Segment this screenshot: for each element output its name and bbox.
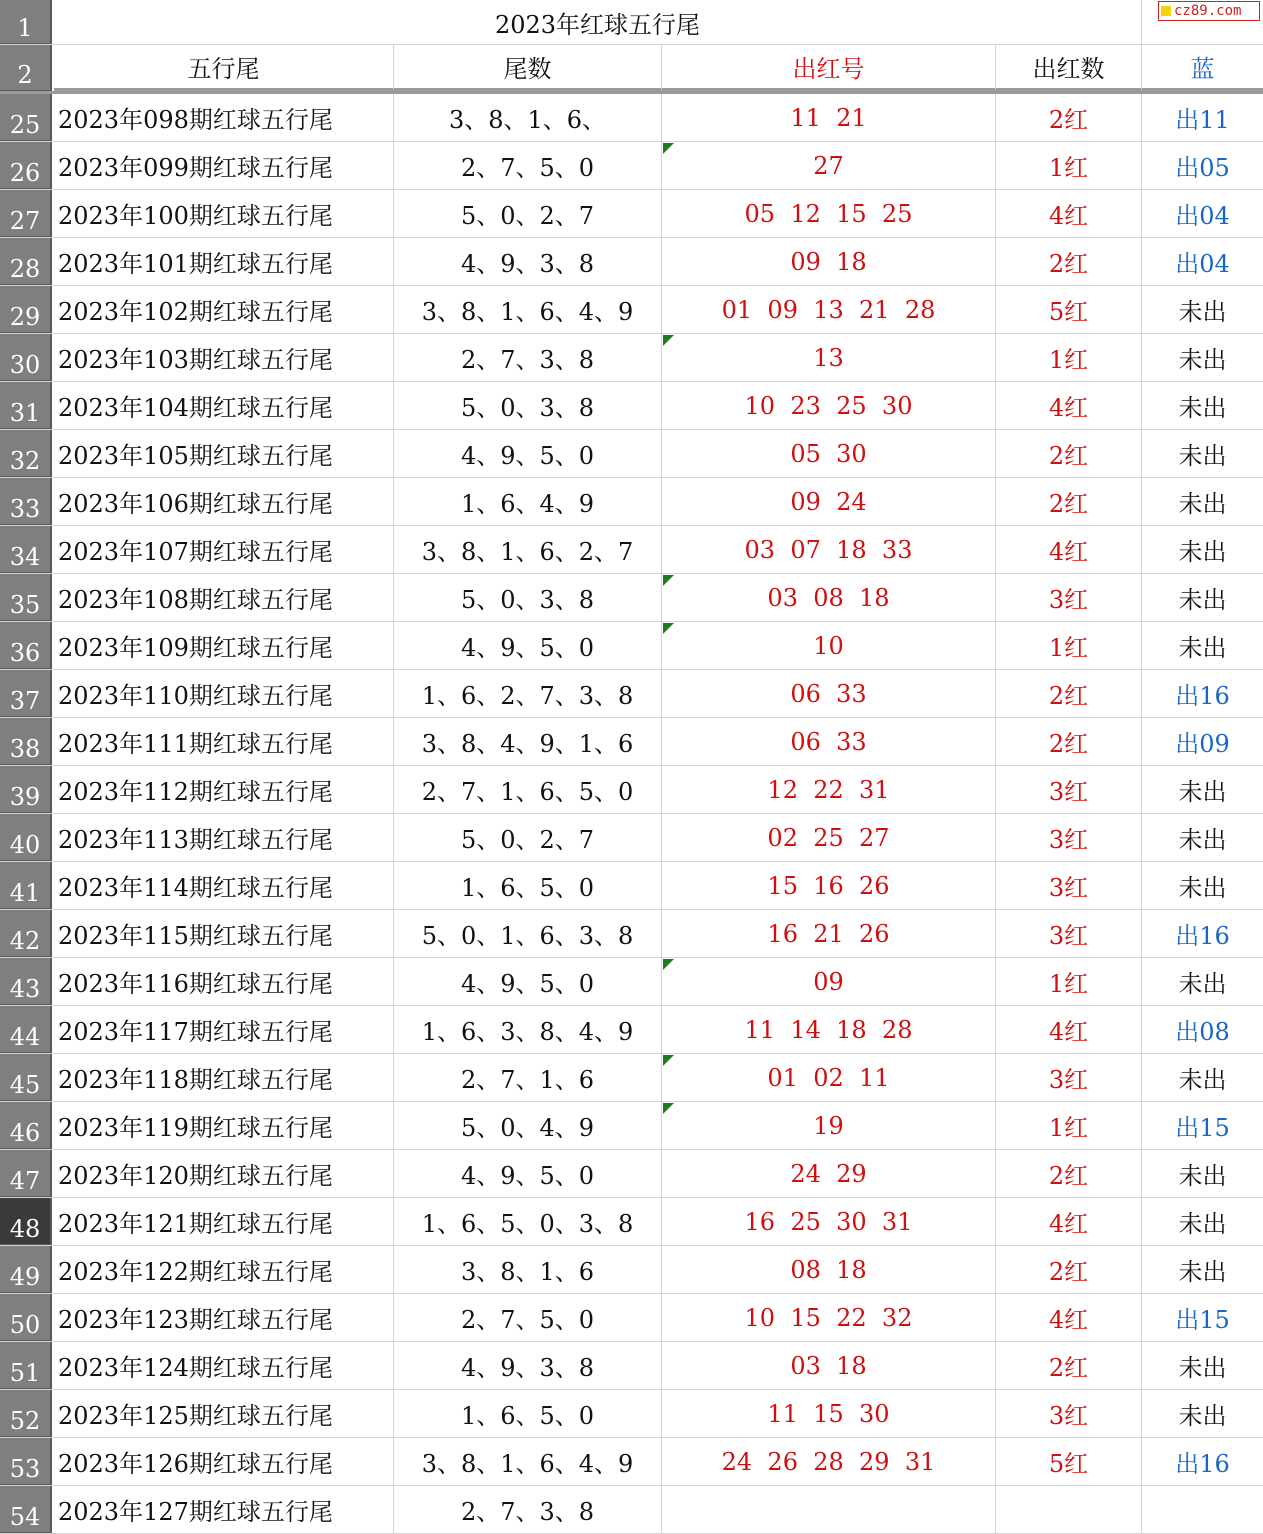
period-label-cell[interactable]: 2023年122期红球五行尾 — [54, 1246, 394, 1293]
period-label-cell[interactable]: 2023年118期红球五行尾 — [54, 1054, 394, 1101]
red-count-cell[interactable]: 2红 — [996, 94, 1142, 141]
row-header[interactable]: 47 — [0, 1150, 52, 1197]
column-header-tail[interactable]: 尾数 — [394, 45, 662, 91]
red-numbers-cell[interactable]: 09 24 — [662, 478, 996, 525]
tail-digits-cell[interactable]: 3、8、1、6、2、7 — [394, 526, 662, 573]
period-label-cell[interactable]: 2023年108期红球五行尾 — [54, 574, 394, 621]
table-row — [0, 1198, 1263, 1246]
period-label-cell[interactable]: 2023年100期红球五行尾 — [54, 190, 394, 237]
blue-result-cell[interactable]: 出16 — [1175, 1450, 1230, 1478]
red-numbers-cell[interactable]: 10 23 25 30 — [662, 382, 996, 429]
blue-result-cell[interactable]: 未出 — [1178, 346, 1227, 374]
table-row — [0, 1438, 1263, 1486]
row-header[interactable]: 25 — [0, 94, 52, 141]
period-label-cell[interactable]: 2023年111期红球五行尾 — [54, 718, 394, 765]
period-label-cell[interactable]: 2023年112期红球五行尾 — [54, 766, 394, 813]
red-numbers-cell[interactable]: 08 18 — [662, 1246, 996, 1293]
row-header[interactable]: 34 — [0, 526, 52, 573]
blue-result-cell[interactable]: 未出 — [1178, 778, 1227, 806]
row-header[interactable]: 54 — [0, 1486, 52, 1533]
watermark-text: cz89.com — [1174, 3, 1242, 19]
red-numbers-cell[interactable]: 02 25 27 — [662, 814, 996, 861]
tail-digits-cell[interactable]: 1、6、3、8、4、9 — [394, 1006, 662, 1053]
red-numbers-cell[interactable]: 16 25 30 31 — [662, 1198, 996, 1245]
table-row — [0, 622, 1263, 670]
tail-digits-cell[interactable]: 1、6、4、9 — [394, 478, 662, 525]
row-header[interactable]: 28 — [0, 238, 52, 285]
blue-result-cell[interactable]: 未出 — [1178, 394, 1227, 422]
tail-digits-cell[interactable]: 1、6、5、0 — [394, 862, 662, 909]
red-count-cell[interactable]: 2红 — [996, 1246, 1142, 1293]
period-label-cell[interactable]: 2023年110期红球五行尾 — [54, 670, 394, 717]
table-row — [0, 286, 1263, 334]
red-count-cell[interactable]: 2红 — [996, 718, 1142, 765]
cell-flag-icon — [663, 623, 674, 634]
red-count-cell[interactable]: 2红 — [996, 430, 1142, 477]
red-numbers-cell[interactable]: 09 — [662, 958, 996, 1005]
period-label-cell[interactable]: 2023年127期红球五行尾 — [54, 1486, 394, 1533]
tail-digits-cell[interactable]: 5、0、3、8 — [394, 382, 662, 429]
red-count-cell[interactable]: 4红 — [996, 1006, 1142, 1053]
blue-result-cell[interactable]: 出04 — [1175, 250, 1230, 278]
tail-digits-cell[interactable]: 4、9、3、8 — [394, 1342, 662, 1389]
table-row — [0, 1102, 1263, 1150]
tail-digits-cell[interactable]: 3、8、1、6 — [394, 1246, 662, 1293]
blue-result-cell[interactable]: 未出 — [1178, 1162, 1227, 1190]
blue-result-cell[interactable]: 出11 — [1175, 106, 1230, 134]
row-header[interactable]: 52 — [0, 1390, 52, 1437]
table-row — [0, 910, 1263, 958]
red-count-cell[interactable]: 4红 — [996, 1294, 1142, 1341]
red-numbers-cell[interactable]: 12 22 31 — [662, 766, 996, 813]
red-count-cell[interactable]: 3红 — [996, 862, 1142, 909]
row-header[interactable]: 49 — [0, 1246, 52, 1293]
period-label-cell[interactable]: 2023年102期红球五行尾 — [54, 286, 394, 333]
cell-flag-icon — [663, 335, 674, 346]
row-header[interactable]: 30 — [0, 334, 52, 381]
row-header[interactable]: 29 — [0, 286, 52, 333]
period-label-cell[interactable]: 2023年116期红球五行尾 — [54, 958, 394, 1005]
row-header[interactable]: 53 — [0, 1438, 52, 1485]
table-row — [0, 670, 1263, 718]
red-count-cell[interactable]: 1红 — [996, 1102, 1142, 1149]
table-row — [0, 1150, 1263, 1198]
blue-result-cell[interactable]: 未出 — [1178, 826, 1227, 854]
watermark-logo — [1158, 1, 1260, 21]
blue-result-cell[interactable]: 未出 — [1178, 874, 1227, 902]
row-header[interactable]: 27 — [0, 190, 52, 237]
table-row — [0, 142, 1263, 190]
period-label-cell[interactable]: 2023年121期红球五行尾 — [54, 1198, 394, 1245]
column-header-red-count[interactable]: 出红数 — [996, 45, 1142, 91]
row-header[interactable]: 50 — [0, 1294, 52, 1341]
period-label-cell[interactable]: 2023年126期红球五行尾 — [54, 1438, 394, 1485]
red-count-cell[interactable]: 5红 — [996, 286, 1142, 333]
red-numbers-cell[interactable]: 01 02 11 — [662, 1054, 996, 1101]
period-label-cell[interactable]: 2023年114期红球五行尾 — [54, 862, 394, 909]
cell-flag-icon — [663, 1055, 674, 1066]
tail-digits-cell[interactable]: 2、7、1、6、5、0 — [394, 766, 662, 813]
column-header-blue[interactable]: 蓝 — [1142, 45, 1263, 91]
period-label-cell[interactable]: 2023年113期红球五行尾 — [54, 814, 394, 861]
period-label-cell[interactable]: 2023年101期红球五行尾 — [54, 238, 394, 285]
red-count-cell[interactable] — [996, 1486, 1142, 1533]
red-numbers-cell[interactable]: 24 29 — [662, 1150, 996, 1197]
table-row — [0, 1390, 1263, 1438]
table-row — [0, 334, 1263, 382]
red-numbers-cell[interactable]: 16 21 26 — [662, 910, 996, 957]
red-count-cell[interactable]: 2红 — [996, 238, 1142, 285]
tail-digits-cell[interactable]: 5、0、3、8 — [394, 574, 662, 621]
table-row — [0, 862, 1263, 910]
tail-digits-cell[interactable]: 5、0、1、6、3、8 — [394, 910, 662, 957]
period-label-cell[interactable]: 2023年124期红球五行尾 — [54, 1342, 394, 1389]
red-numbers-cell[interactable]: 15 16 26 — [662, 862, 996, 909]
period-label-cell[interactable]: 2023年105期红球五行尾 — [54, 430, 394, 477]
red-numbers-cell[interactable]: 10 15 22 32 — [662, 1294, 996, 1341]
blue-result-cell[interactable]: 未出 — [1178, 538, 1227, 566]
red-numbers-cell[interactable]: 01 09 13 21 28 — [662, 286, 996, 333]
red-count-cell[interactable]: 2红 — [996, 478, 1142, 525]
row-header[interactable]: 33 — [0, 478, 52, 525]
row-header[interactable]: 51 — [0, 1342, 52, 1389]
blue-result-cell[interactable]: 出04 — [1175, 202, 1230, 230]
red-count-cell[interactable]: 2红 — [996, 1150, 1142, 1197]
tail-digits-cell[interactable]: 2、7、5、0 — [394, 142, 662, 189]
row-header[interactable]: 43 — [0, 958, 52, 1005]
row-header[interactable]: 26 — [0, 142, 52, 189]
period-label-cell[interactable]: 2023年109期红球五行尾 — [54, 622, 394, 669]
tail-digits-cell[interactable]: 3、8、1、6、4、9 — [394, 286, 662, 333]
red-count-cell[interactable]: 3红 — [996, 814, 1142, 861]
red-numbers-cell[interactable]: 19 — [662, 1102, 996, 1149]
red-numbers-cell[interactable]: 11 15 30 — [662, 1390, 996, 1437]
red-numbers-cell[interactable]: 05 12 15 25 — [662, 190, 996, 237]
table-row — [0, 478, 1263, 526]
red-numbers-cell[interactable]: 10 — [662, 622, 996, 669]
period-label-cell[interactable]: 2023年115期红球五行尾 — [54, 910, 394, 957]
blue-result-cell[interactable]: 未出 — [1178, 634, 1227, 662]
red-count-cell[interactable]: 3红 — [996, 910, 1142, 957]
row-header[interactable]: 31 — [0, 382, 52, 429]
red-numbers-cell[interactable]: 11 14 18 28 — [662, 1006, 996, 1053]
tail-digits-cell[interactable]: 3、8、4、9、1、6 — [394, 718, 662, 765]
tail-digits-cell[interactable]: 4、9、5、0 — [394, 622, 662, 669]
red-count-cell[interactable]: 4红 — [996, 526, 1142, 573]
red-count-cell[interactable]: 1红 — [996, 622, 1142, 669]
tail-digits-cell[interactable]: 4、9、5、0 — [394, 958, 662, 1005]
tail-digits-cell[interactable]: 5、0、2、7 — [394, 814, 662, 861]
table-row — [0, 574, 1263, 622]
period-label-cell[interactable]: 2023年107期红球五行尾 — [54, 526, 394, 573]
blue-result-cell[interactable]: 出16 — [1175, 682, 1230, 710]
tail-digits-cell[interactable]: 5、0、2、7 — [394, 190, 662, 237]
red-numbers-cell[interactable]: 06 33 — [662, 670, 996, 717]
cell-flag-icon — [663, 575, 674, 586]
table-row — [0, 1006, 1263, 1054]
blue-result-cell[interactable]: 出08 — [1175, 1018, 1230, 1046]
blue-result-cell[interactable]: 出15 — [1175, 1114, 1230, 1142]
period-label-cell[interactable]: 2023年099期红球五行尾 — [54, 142, 394, 189]
row-header[interactable]: 1 — [0, 0, 52, 44]
blue-result-cell[interactable]: 未出 — [1178, 1402, 1227, 1430]
row-header[interactable]: 45 — [0, 1054, 52, 1101]
row-header[interactable]: 36 — [0, 622, 52, 669]
period-label-cell[interactable]: 2023年120期红球五行尾 — [54, 1150, 394, 1197]
table-row — [0, 238, 1263, 286]
red-count-cell[interactable]: 3红 — [996, 1054, 1142, 1101]
red-numbers-cell[interactable]: 27 — [662, 142, 996, 189]
table-row — [0, 1342, 1263, 1390]
red-numbers-cell[interactable] — [662, 1486, 996, 1533]
period-label-cell[interactable]: 2023年117期红球五行尾 — [54, 1006, 394, 1053]
cell-flag-icon — [663, 1103, 674, 1114]
red-count-cell[interactable]: 3红 — [996, 766, 1142, 813]
tail-digits-cell[interactable]: 4、9、5、0 — [394, 430, 662, 477]
red-count-cell[interactable]: 4红 — [996, 1198, 1142, 1245]
red-numbers-cell[interactable]: 06 33 — [662, 718, 996, 765]
blue-result-cell[interactable]: 未出 — [1178, 1354, 1227, 1382]
row-header[interactable]: 46 — [0, 1102, 52, 1149]
row-header[interactable]: 2 — [0, 45, 52, 91]
red-numbers-cell[interactable]: 13 — [662, 334, 996, 381]
tail-digits-cell[interactable]: 2、7、3、8 — [394, 334, 662, 381]
red-numbers-cell[interactable]: 09 18 — [662, 238, 996, 285]
tail-digits-cell[interactable]: 3、8、1、6、 — [394, 94, 662, 141]
blue-result-cell[interactable] — [1142, 1486, 1263, 1533]
table-row — [0, 814, 1263, 862]
table-row — [0, 718, 1263, 766]
period-label-cell[interactable]: 2023年125期红球五行尾 — [54, 1390, 394, 1437]
red-count-cell[interactable]: 3红 — [996, 1390, 1142, 1437]
blue-result-cell[interactable]: 未出 — [1178, 970, 1227, 998]
red-numbers-cell[interactable]: 11 21 — [662, 94, 996, 141]
table-row — [0, 766, 1263, 814]
table-row — [0, 430, 1263, 478]
row-header[interactable]: 42 — [0, 910, 52, 957]
tail-digits-cell[interactable]: 1、6、2、7、3、8 — [394, 670, 662, 717]
table-row — [0, 1486, 1263, 1534]
red-count-cell[interactable]: 1红 — [996, 142, 1142, 189]
blue-result-cell[interactable]: 未出 — [1178, 1066, 1227, 1094]
table-row — [0, 190, 1263, 238]
row-header[interactable]: 32 — [0, 430, 52, 477]
period-label-cell[interactable]: 2023年104期红球五行尾 — [54, 382, 394, 429]
tail-digits-cell[interactable]: 3、8、1、6、4、9 — [394, 1438, 662, 1485]
table-row — [0, 1054, 1263, 1102]
blue-result-cell[interactable]: 未出 — [1178, 1210, 1227, 1238]
table-row — [0, 382, 1263, 430]
tail-digits-cell[interactable]: 5、0、4、9 — [394, 1102, 662, 1149]
cell-flag-icon — [663, 143, 674, 154]
red-numbers-cell[interactable]: 24 26 28 29 31 — [662, 1438, 996, 1485]
red-count-cell[interactable]: 1红 — [996, 334, 1142, 381]
tail-digits-cell[interactable]: 2、7、1、6 — [394, 1054, 662, 1101]
period-label-cell[interactable]: 2023年123期红球五行尾 — [54, 1294, 394, 1341]
red-count-cell[interactable]: 3红 — [996, 574, 1142, 621]
watermark-dot-icon — [1161, 6, 1171, 16]
column-header-red-numbers[interactable]: 出红号 — [662, 45, 996, 91]
blue-result-cell[interactable]: 出15 — [1175, 1306, 1230, 1334]
table-row — [0, 958, 1263, 1006]
red-count-cell[interactable]: 5红 — [996, 1438, 1142, 1485]
table-row — [0, 1246, 1263, 1294]
red-numbers-cell[interactable]: 03 08 18 — [662, 574, 996, 621]
blue-result-cell[interactable]: 未出 — [1178, 586, 1227, 614]
table-row — [0, 94, 1263, 142]
red-numbers-cell[interactable]: 05 30 — [662, 430, 996, 477]
table-row — [0, 1294, 1263, 1342]
cell-flag-icon — [663, 959, 674, 970]
red-count-cell[interactable]: 4红 — [996, 190, 1142, 237]
blue-result-cell[interactable]: 未出 — [1178, 1258, 1227, 1286]
row-header[interactable]: 37 — [0, 670, 52, 717]
blue-result-cell[interactable]: 未出 — [1178, 490, 1227, 518]
sheet-title[interactable]: 2023年红球五行尾 — [54, 0, 1142, 44]
red-count-cell[interactable]: 2红 — [996, 1342, 1142, 1389]
blue-result-cell[interactable]: 出16 — [1175, 922, 1230, 950]
row-header[interactable]: 38 — [0, 718, 52, 765]
row-header[interactable]: 40 — [0, 814, 52, 861]
blue-result-cell[interactable]: 出05 — [1175, 154, 1230, 182]
column-header-label[interactable]: 五行尾 — [54, 45, 394, 91]
tail-digits-cell[interactable]: 2、7、3、8 — [394, 1486, 662, 1533]
tail-digits-cell[interactable]: 1、6、5、0、3、8 — [394, 1198, 662, 1245]
blue-result-cell[interactable]: 未出 — [1178, 298, 1227, 326]
red-numbers-cell[interactable]: 03 07 18 33 — [662, 526, 996, 573]
tail-digits-cell[interactable]: 1、6、5、0 — [394, 1390, 662, 1437]
blue-result-cell[interactable]: 出09 — [1175, 730, 1230, 758]
row-header[interactable]: 35 — [0, 574, 52, 621]
row-header[interactable]: 41 — [0, 862, 52, 909]
row-header[interactable]: 44 — [0, 1006, 52, 1053]
tail-digits-cell[interactable]: 4、9、3、8 — [394, 238, 662, 285]
blue-result-cell[interactable]: 未出 — [1178, 442, 1227, 470]
period-label-cell[interactable]: 2023年103期红球五行尾 — [54, 334, 394, 381]
red-numbers-cell[interactable]: 03 18 — [662, 1342, 996, 1389]
period-label-cell[interactable]: 2023年106期红球五行尾 — [54, 478, 394, 525]
row-header[interactable]: 39 — [0, 766, 52, 813]
table-row — [0, 526, 1263, 574]
red-count-cell[interactable]: 1红 — [996, 958, 1142, 1005]
column-header-row — [0, 45, 1263, 94]
row-header[interactable]: 48 — [0, 1198, 52, 1245]
tail-digits-cell[interactable]: 4、9、5、0 — [394, 1150, 662, 1197]
period-label-cell[interactable]: 2023年119期红球五行尾 — [54, 1102, 394, 1149]
red-count-cell[interactable]: 4红 — [996, 382, 1142, 429]
title-row — [0, 0, 1263, 45]
tail-digits-cell[interactable]: 2、7、5、0 — [394, 1294, 662, 1341]
period-label-cell[interactable]: 2023年098期红球五行尾 — [54, 94, 394, 141]
red-count-cell[interactable]: 2红 — [996, 670, 1142, 717]
